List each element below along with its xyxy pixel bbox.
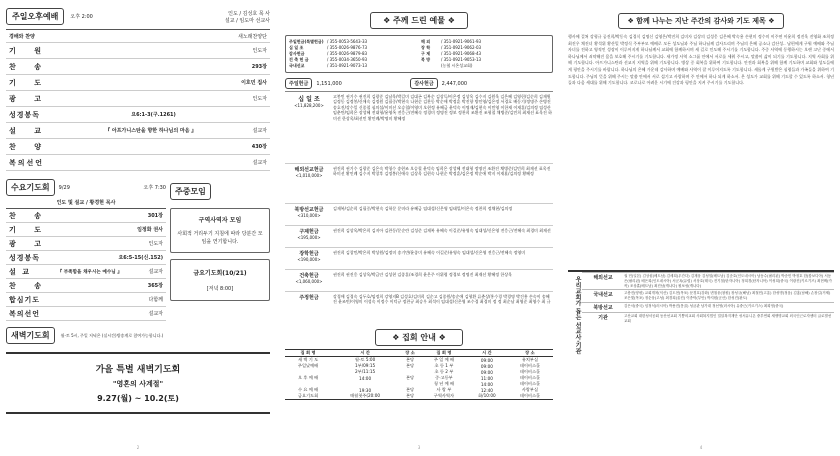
supported-missions-title: 우리교회가 돕는 선교사·기관 [574, 276, 581, 355]
offering-type: 십 일 조 [298, 96, 320, 103]
bulletin-page-4 [568, 8, 834, 448]
account-number: / 351-0921-9061-93 [441, 39, 482, 44]
offering-summary [285, 78, 553, 92]
offering-type: 해외선교헌금 [294, 167, 324, 173]
order-label: 합심기도 [9, 295, 41, 304]
order-label: 광 고 [9, 94, 49, 103]
mission-group [582, 289, 834, 302]
table-cell: 사랑부실 [521, 387, 539, 392]
special-dawn-title: 가을 특별 새벽기도회 [95, 365, 181, 375]
table-cell: 본당 [405, 363, 415, 368]
order-value: 임정화 권사 [137, 227, 163, 233]
offering-type: 건축헌금 [299, 273, 319, 279]
table-cell: 초 등 2 부 [434, 369, 454, 374]
account-name: 건 축 헌 금 [289, 57, 309, 62]
offering-type: 주정헌금 [299, 295, 319, 301]
order-value: 요6:1-3(구.1261) [131, 112, 176, 118]
table-cell: 본당 [405, 375, 415, 380]
order-value: 설교자 [148, 311, 163, 317]
account-number: / 351-0921-9073-13 [327, 63, 368, 68]
offering-total: <1,060,000> [295, 279, 323, 284]
order-label: 찬 송 [9, 281, 49, 290]
order-value: 인도자 [252, 96, 267, 102]
account-name: 장 학 [421, 45, 431, 50]
order-label: 성경봉독 [9, 253, 41, 262]
order-label: 광 고 [9, 239, 49, 248]
prayer-body: 행사에 걸쳐 강형규 공진희/박동숙 김경식 김명신 김영은/박진희 김미자 김상의 김성웅 김은혜 박숙용 손현미 정수미 이주연 이윤희 정진욱 진영화 조희정 최진우 채진녀 황석위 황산밀 박정식 주부부모 예배로 모든 성도님과 주님 하나님께 감사드리며 주님의 은혜 공소나 감산성.. 남편에게 구워 예배와 주님 자녀를 전하고 영적인 성장이 이루어지게 하나님께서 교회에 함께하시며 새 길로 인도해 주시기를 기도합니다. 주중 사역에 동행하시는 오랜 고난 중에서 하나님께서 쇠약해진 몸을 보호해 주시기를 기도합니다. 새가정 사역 소그룹 안에서 서로를 세워 주시고, 말씀이 삶이 되기를 기도합니다. 지역 사회를 위해 기도합니다. 아프가니스탄과 선교지 지역을 위해 기도합니다. 병상 중 회복을 위하여 기도합니다. 안전과 회복을 위해 함께 기도하며 교회와 성도들에게 평안을 주시기를 바랍니다. 하나님의 은혜 가운데 감사하며 예배와 사역이 잘 이루어지도록 기도합니다. 새롭게 구원받은 심령들과 가족들을 위하여 기도합니다. 주님의 뜻을 위해 주시는 말씀 안에서 서로 섬기고 사랑하며 주 안에서 하나 되게 하소서. 온 성도가 교회를 위해 기도할 수 있도록 하소서. 청년들과 다음 세대를 위해 기도합니다. 코로나로 어려운 시기에 건강과 평안을 지켜 주시기를 기도합니다. [568, 34, 834, 86]
page-number: 2 [136, 445, 140, 450]
table-row [285, 393, 553, 400]
offering-total: <11,828,200> [294, 103, 324, 108]
mission-group-list: 고산교회 대한성서공회 동산선교회 기쁨의교회 사회복지법인 밀알복지재단 성서유니온 중부연회 새생명교회 외국인근로자센터 글로벌선교회 [624, 313, 832, 323]
page-number: 4 [699, 445, 703, 450]
offering-names: 권진희 김창민/박은희 박상원/김정미 송기만/윤종미 유혜숙 이길준/유영숙 임대성/신은영 전응근/전혜숙 정영미 [333, 250, 526, 255]
order-label: 복의선언 [9, 309, 41, 318]
order-label: 설 교 [9, 267, 31, 276]
wednesday-date: 9/29 [58, 184, 70, 191]
offering-names: 강경애 김경숙 김두호/임정희 강영지B 김성호/김미희 김순고 김종원/송순애 김형환 류춘상/홍수경 박경명 박건흥 손숙이 송혜진 윤조빈/이영미 이성숙 이정수 이덕규 정찬규 최승우 최석이 임대성/신은영 조수경 최경미 정 정 최순남 최영준 최영수 최 규 [333, 294, 551, 305]
sermon-title: 『 부족함을 채우시는 예수님 』 [57, 269, 122, 275]
account-number: / 355-0026-9879-83 [327, 51, 368, 56]
offering-names: 권진희 김상욱/박은희 김지아 김찬동/문순란 김성준 김재복 유혜숙 이길준/유영숙 임대성/신은영 전응근/전혜숙 최경미 최재선 [333, 228, 551, 233]
mission-group [582, 312, 834, 325]
table-cell: 본당 [405, 387, 415, 392]
table-cell: 2부/11:15 [354, 369, 376, 374]
offering-group [285, 204, 553, 226]
table-cell: 화/10:00 [478, 393, 496, 398]
special-dawn-dates: 9.27(월) ~ 10.2(토) [97, 394, 179, 403]
account-name: 해 외 [421, 39, 431, 44]
offering-title: ❖ 주께 드린 예물 ❖ [370, 12, 468, 29]
offering-group [285, 270, 553, 292]
gathering-header [285, 325, 553, 346]
order-label: 경배와 찬양 [9, 33, 35, 40]
thanks-offering-amount: 2,447,000 [441, 80, 468, 87]
offering-group [285, 292, 553, 322]
account-name [421, 63, 441, 69]
table-cell: 중·고등부 [435, 375, 453, 380]
offering-type: 장학헌금 [299, 251, 319, 257]
mission-group-list: 권 민(일본) 김상섭(베트남) 김세희(우간다) 김재웅 김성열(베트남) 김준호(인도네시아) 남동수(필리핀) 박준민 박정호 한(캄보디아) 서동은(필리핀) 배은희(인도네시아) 서군옥(유럽) 서상호(태국) 전기철(탄자니아) 정희경(탄자니아) 이성희(중국) 이광진(키르기즈) 최현택(카작) 조상훈(베트남) 최진남(캐나다) 원보성(캐나다) [624, 274, 832, 288]
offering-names: 김재복/김순희 김필중/박현숙 김학문 문미라 유혜금 임대성/신은영 임태일/이은숙 정찬희 정채현/김의정 [333, 206, 513, 211]
prayer-title: ❖ 함께 나누는 지난 주간의 감사와 기도 제목 ❖ [618, 13, 783, 29]
mission-group [582, 272, 834, 289]
mission-group-label: 북방선교 [593, 304, 613, 311]
offering-total: <310,000> [297, 213, 321, 218]
offering-total: <195,000> [297, 235, 321, 240]
afternoon-service-title: 주일오후예배 [6, 8, 64, 25]
order-value: 설교자 [252, 160, 267, 166]
order-value: 설교자 [148, 269, 163, 275]
table-cell: 09:00 [480, 357, 493, 363]
table-cell: 오 후 예 배 [297, 375, 319, 380]
order-value: 301장 [147, 213, 163, 219]
account-number: / 351-0921-9062-03 [441, 45, 482, 50]
table-cell: 본당 [405, 393, 415, 398]
offering-type: 구제헌금 [299, 229, 319, 235]
order-value: 365장 [147, 283, 163, 289]
sermon-title: 『 아프가니스탄을 향한 하나님의 마음 』 [105, 128, 197, 134]
order-label: 기 도 [9, 78, 49, 87]
weekly-meetings [170, 179, 270, 321]
order-label: 찬 송 [9, 62, 49, 71]
leader-line: 인도 / 김성호 목 사 [228, 10, 270, 17]
account-name: 주일헌금(특별헌금) [289, 39, 324, 44]
table-cell: 14:00 [359, 375, 372, 381]
preacher-line: 설교 / 임도마 선교사 [224, 17, 270, 24]
table-header: 장 소 [525, 350, 535, 355]
gathering-table [285, 349, 553, 400]
account-box [285, 35, 553, 73]
offering-type: 북방선교헌금 [294, 207, 324, 213]
offering-total: <1,010,000> [295, 173, 323, 178]
account-line [421, 63, 549, 69]
page-number: 3 [417, 445, 421, 450]
afternoon-service-time: 오후 2:00 [70, 14, 93, 20]
table-cell: 주 일 예 배 [433, 357, 455, 362]
offering-total: <190,000> [297, 257, 321, 262]
table-cell: 09:00 [480, 369, 493, 375]
table-cell: 12:40 [480, 387, 493, 393]
account-name: 감사헌금 [289, 51, 305, 56]
mission-group-list: 김은서(중국) 임정석(러시아) 박용진(몽골) 성균관 남가대 정선영(러시아) 유중근(키르기스) 최희영(중국) [624, 303, 784, 308]
order-value: 293장 [251, 64, 267, 70]
weekly-title: 주중모임 [170, 183, 211, 200]
order-row [6, 30, 270, 43]
table-cell: 사 랑 부 [436, 387, 452, 392]
mission-group-list: 고충진(양평) 교회개척(익산) 김도현(목포) 문경호(강화) 변철웅(창원) 장성규(해남) 최철민(고흥) 한성명(정읍) 김홍(남해) 손장길(거제) 조은빛(목포) 정순웅(고성) 최경희(울진) 이종탁(부안) 박지원(군산) 한성진(완도) [624, 291, 831, 301]
table-cell: 새 벽 기 도 [297, 357, 319, 362]
table-cell: 14:00 [480, 381, 493, 387]
offering-names: 권진희 권기수 김광준 김은숙 박청수 송현조 오승철 윤덕숙 임희은 장성혜 전대형 정명진 조환진 채병준/김민희 최재선 표욱진 하미선 황인례 김수지 박창후 김정봉/신애숙 김상욱 김현숙 나현순 박정훈/김은정 박순애 박지 이재훈/김의정 황혜정 [333, 166, 551, 177]
wednesday-title: 수요기도회 [6, 179, 55, 196]
account-name: 북 방 [421, 57, 431, 62]
friday-prayer-time: [저녁 8:00] [206, 286, 234, 292]
table-cell: 본당 [405, 357, 415, 362]
bulletin-page-2 [6, 8, 270, 448]
table-header: 집 회 명 [436, 350, 452, 355]
order-value: 이호민 집사 [241, 80, 267, 86]
offering-names: 권진희 권진웅 김상욱/박금안 김성현 김종훈/조경희 윤은주 이위령 정경보 정명진 최재선 황혜정 한상욱 [333, 272, 512, 277]
order-label: 찬 양 [9, 142, 49, 151]
offering-names: 고봉민 권기수 권진희 김광준 김남욱/박길미 김대곤 김복순 김상득/이은정 김상욱 김수지 김원욱 김은혜 김영헌/김순희 김재원 김정동 김정봉/신애숙 김정원 김필중/박현숙 나현순 김찬동 박순애 박정훈 박진향 방인영/김은정 서경호 배동기/정명주 손병진 송호진/강수일 신종철 심의섭/이미선 오승철/이영미 오현정 유혜금 윤덕숙 이명재/김현숙 이민영 이한재 이재훈/김의정 임성산 임춘만/임희은 장성혜 전대형/윤영옥 전응근/전혜숙 정경미 정명진 정보 정찬희 조환진 조형철 채병준/김민희 최재선 표욱진 하미선 한상욱/최선민 황인례/박명미 황혜정 [333, 94, 552, 121]
account-line [289, 63, 417, 69]
table-cell: 구역사역자 [433, 393, 455, 398]
table-cell: 데이비스홀 [519, 393, 541, 398]
account-number: (농협 시온성교회) [441, 63, 473, 68]
table-cell: 1부/09:15 [354, 363, 376, 368]
table-cell: 초 등 1 부 [434, 363, 454, 368]
supported-missions [568, 270, 834, 354]
table-header: 장 소 [405, 350, 415, 355]
table-cell: 데이비스홀 [519, 375, 541, 380]
friday-prayer-box [170, 259, 270, 301]
order-label: 성경봉독 [9, 110, 41, 119]
table-cell: 수 요 예 배 [297, 387, 319, 392]
account-number: / 351-0921-9068-43 [441, 51, 482, 56]
account-name: 국내선교 [289, 63, 305, 68]
special-dawn-theme: "영혼의 사계절" [112, 380, 164, 388]
friday-prayer-title: 금요기도회(10/21) [193, 270, 247, 277]
table-header: 시 간 [360, 350, 370, 355]
mission-group [582, 302, 834, 312]
offering-group [285, 248, 553, 270]
mission-group-label: 국내선교 [593, 292, 613, 299]
account-name: 구 제 [421, 51, 431, 56]
order-value: 요6:5-15(신.152) [118, 255, 163, 261]
order-label: 설 교 [9, 126, 49, 135]
bulletin-page-3 [285, 8, 553, 448]
dawn-prayer-header [6, 327, 270, 344]
mission-group-label: 기관 [598, 314, 608, 321]
offering-group [285, 226, 553, 248]
afternoon-service-header [6, 8, 270, 25]
sunday-offering-amount: 1,151,000 [316, 80, 342, 87]
table-cell: 월-토 5:00 [354, 357, 376, 362]
order-label: 찬 송 [9, 211, 49, 220]
afternoon-order-list [6, 43, 270, 171]
table-cell: 19:30 [359, 387, 372, 393]
order-value: 새노래찬양단 [238, 33, 267, 40]
table-cell: 데이비스홀 [519, 381, 541, 386]
order-value: 인도자 [252, 48, 267, 54]
table-cell: 유치부실 [521, 357, 539, 362]
order-value: 설교자 [252, 128, 267, 134]
table-cell: 11:00 [480, 375, 493, 381]
table-cell: 09:00 [480, 363, 493, 369]
table-cell: 매월첫주(20:00 [350, 393, 381, 398]
wednesday-leader: 인도 및 설교 / 황경현 목사 [56, 200, 116, 206]
sunday-offering-label: 주일헌금 [285, 78, 312, 89]
offering-group [285, 92, 553, 164]
account-number: / 355-0026-9876-73 [327, 45, 368, 50]
gathering-title: ❖ 집회 안내 ❖ [375, 329, 463, 346]
table-header: 시 간 [482, 350, 492, 355]
group-meeting-box [170, 208, 270, 253]
thanks-offering-label: 감사헌금 [410, 78, 437, 89]
account-number: / 355-0034-3650-93 [327, 57, 368, 62]
mission-group-label: 해외선교 [593, 275, 613, 281]
offering-list [285, 92, 553, 322]
account-number: / 351-0921-9053-13 [441, 57, 482, 62]
order-value: 인도자 [148, 241, 163, 247]
account-name: 십 일 조 [289, 45, 304, 50]
wednesday-service [6, 179, 166, 321]
order-label: 복의선언 [9, 158, 45, 167]
table-cell: 데이비스홀 [519, 363, 541, 368]
table-header: 집 회 명 [300, 350, 316, 355]
group-meeting-desc: 사회적 거리두기 지침에 따라 당분간 모임을 연기합니다. [177, 231, 263, 245]
order-label: 기 도 [9, 225, 49, 234]
offering-group [285, 164, 553, 204]
special-dawn-box [6, 352, 270, 414]
table-cell: 청 년 예 배 [433, 381, 455, 386]
table-cell: 데이비스홀 [519, 369, 541, 374]
wednesday-time: 오후 7:30 [143, 185, 166, 191]
order-value: 430장 [251, 144, 267, 150]
group-meeting-title: 구역사역자 모임 [198, 217, 242, 224]
order-label: 기 원 [9, 46, 49, 55]
dawn-prayer-desc: 월-토 5시, 주일 저녁은 (실시간)방송계로 참여가능합니다.) [60, 332, 164, 338]
table-cell: 금요기도회 [297, 393, 319, 398]
account-number: / 355-0053-5643-33 [327, 39, 368, 44]
table-cell: 주일낮예배 [297, 363, 319, 368]
dawn-prayer-title: 새벽기도회 [6, 327, 55, 344]
order-value: 다함께 [148, 297, 163, 303]
